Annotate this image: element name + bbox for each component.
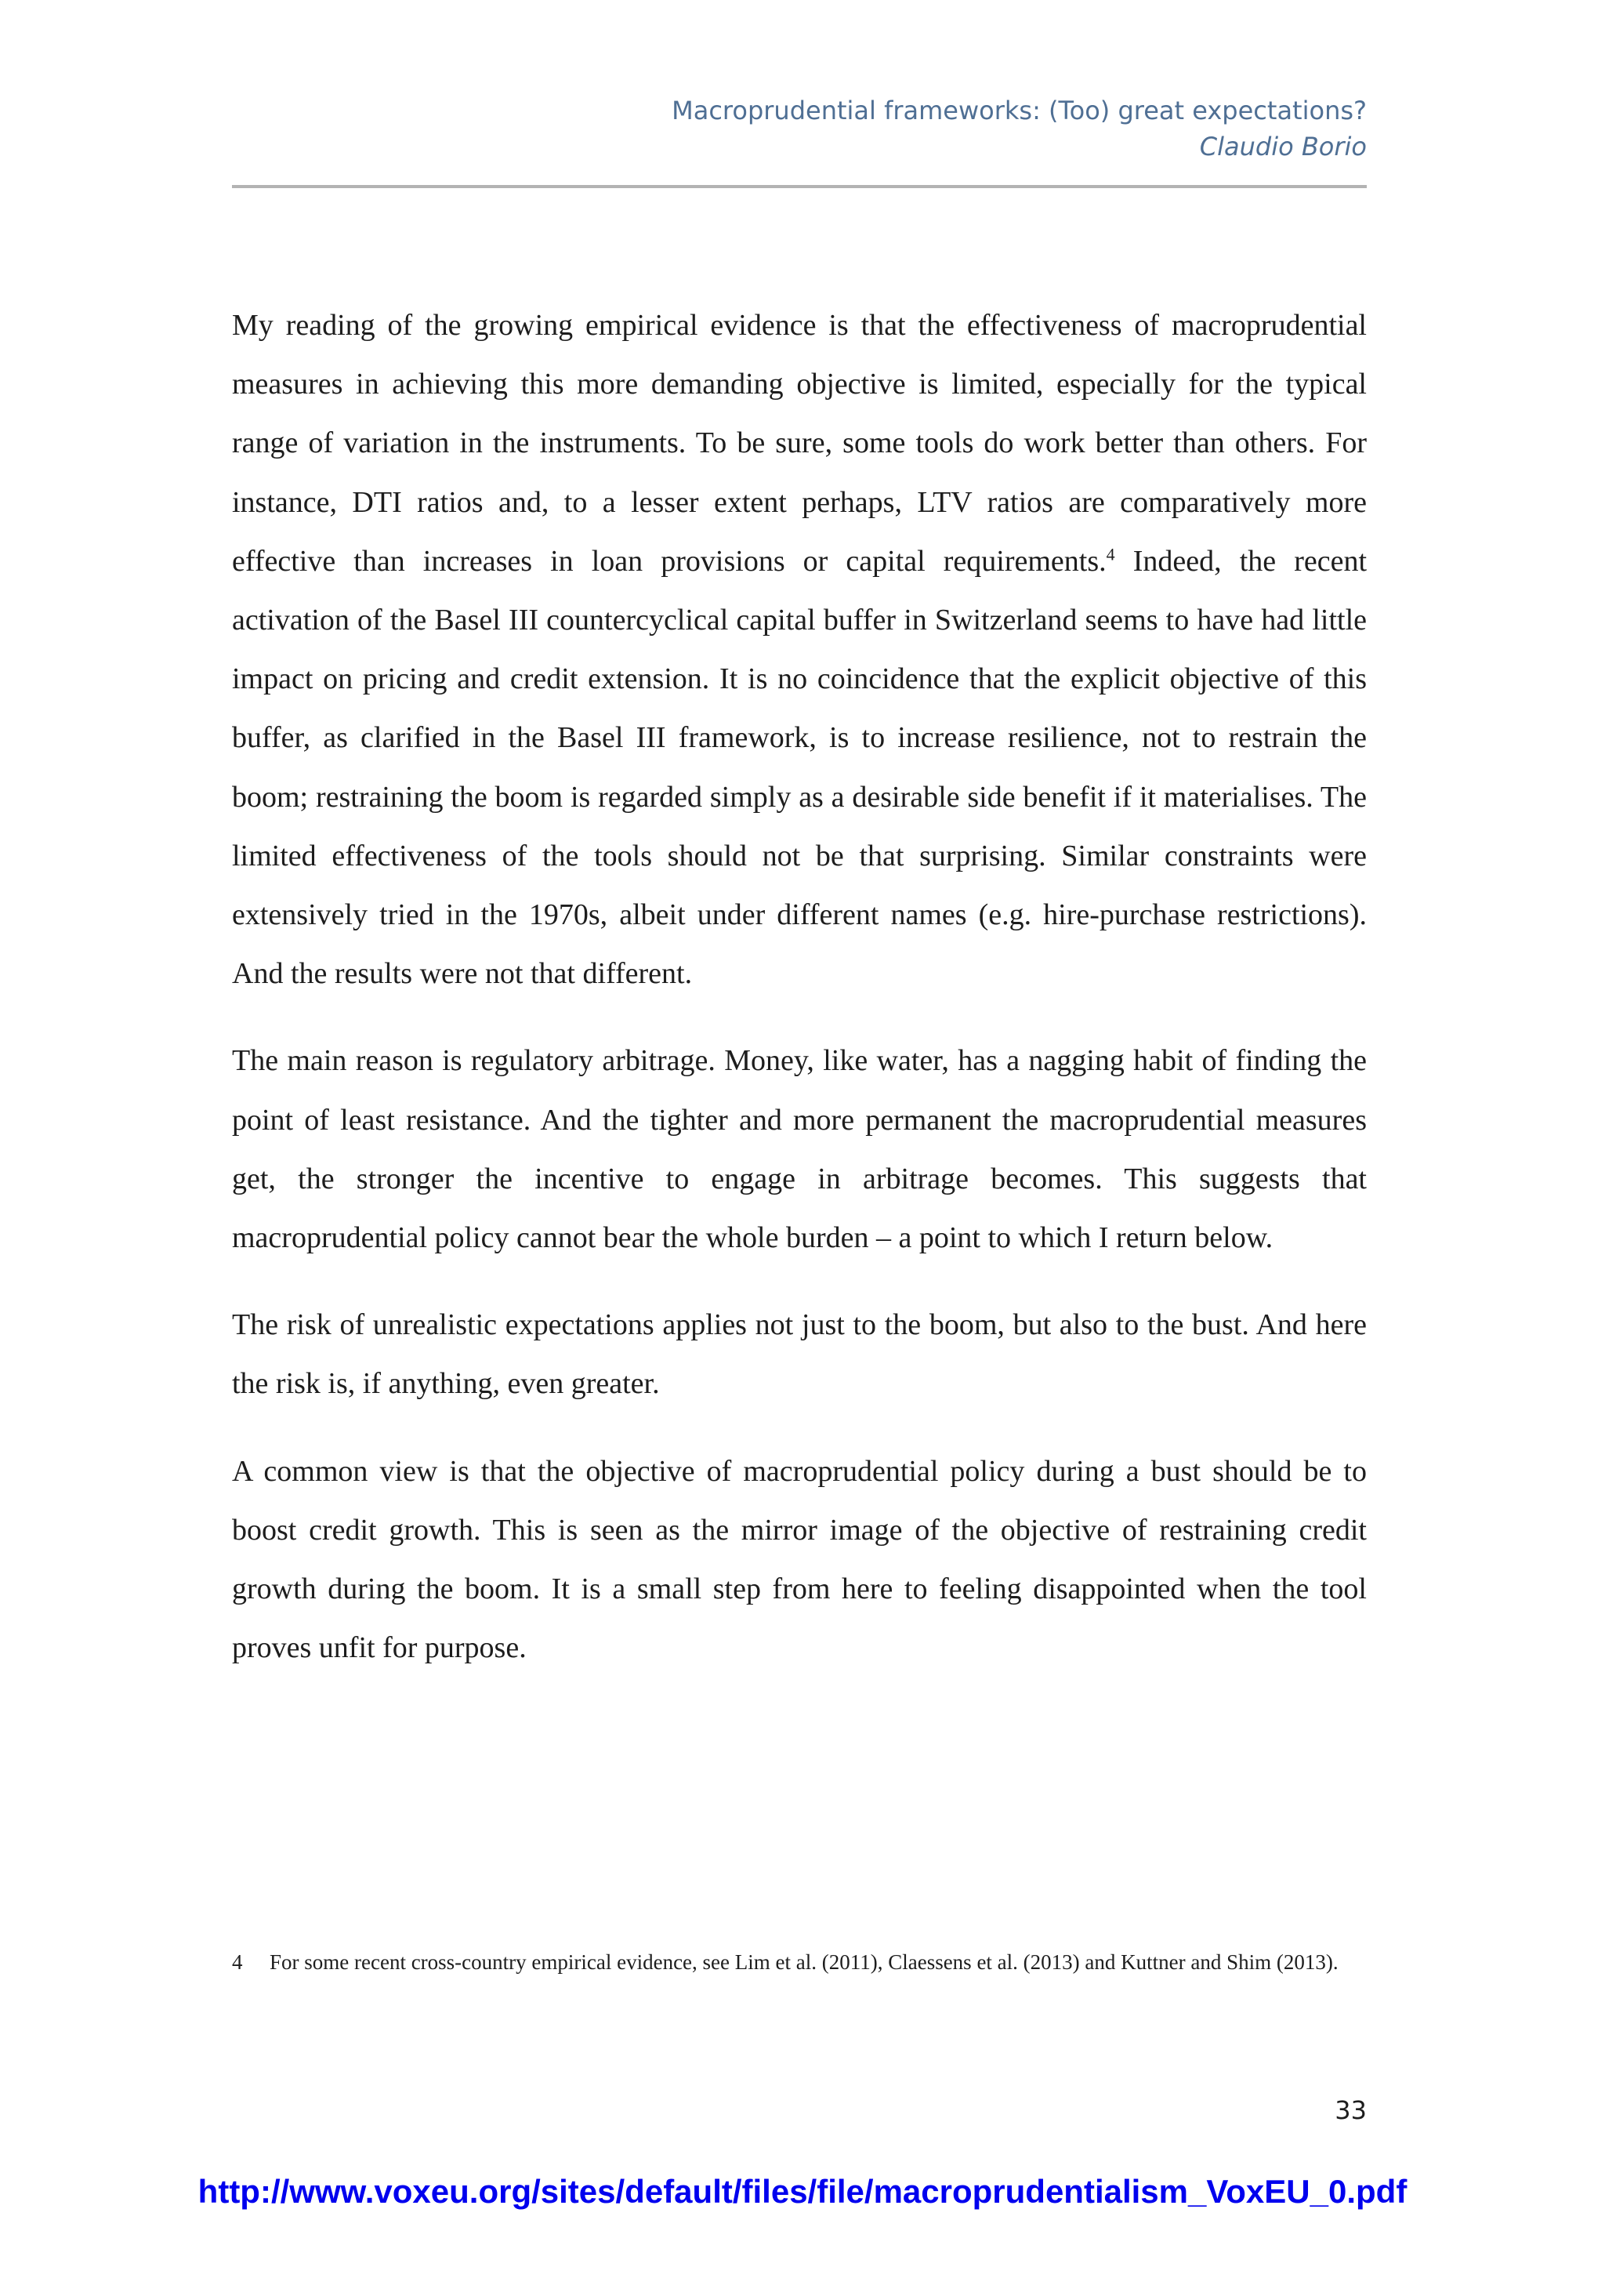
body-text [232, 296, 1367, 1706]
footnote-number: 4 [232, 1950, 243, 1974]
paragraph-1-part-1: My reading of the growing empirical evidence is that the effectiveness of macroprudential measures in achieving this more demanding objective is limited, especially for the typical range of variation in the instruments. To be sure, some tools do work better than others. For instance, DTI ratios and, to a lesser extent perhaps, LTV ratios are comparatively more effective than increases in loan provisions or capital requirements. [232, 309, 1367, 578]
paragraph-4: A common view is that the objective of macroprudential policy during a bust should be to boost credit growth. This is seen as the mirror image of the objective of restraining credit growth during the boom. It is a small step from here to feeling disappointed when the tool proves unfit for purpose. [232, 1454, 1367, 1665]
footnote-reference[interactable]: 4 [1106, 544, 1115, 564]
header-author: Claudio Borio [1199, 132, 1367, 161]
paragraph-2: The main reason is regulatory arbitrage. Money, like water, has a nagging habit of finding the point of least resistance. And the tighter and more permanent the macroprudential measures get, the stronger the incentive to engage in arbitrage becomes. This suggests that macroprudential policy cannot bear the whole burden – a point to which I return below. [232, 1044, 1367, 1255]
paragraph-1 [232, 296, 1367, 1003]
footnote-text: For some recent cross-country empirical evidence, see Lim et al. (2011), Claessens et al. (2013) and Kuttner and Shim (2013). [270, 1950, 1339, 1974]
header-title: Macroprudential frameworks: (Too) great expectations? [672, 96, 1367, 125]
footnote [232, 1942, 1367, 1982]
paragraph-3: The risk of unrealistic expectations applies not just to the boom, but also to the bust. And here the risk is, if anything, even greater. [232, 1308, 1367, 1401]
running-header [232, 92, 1367, 165]
paragraph-1-part-2: Indeed, the recent activation of the Basel III countercyclical capital buffer in Switzerland seems to have had little impact on pricing and credit extension. It is no coincidence that the explicit objective of this buffer, as clarified in the Basel III framework, is to increase resilience, not to restrain the boom; restraining the boom is regarded simply as a desirable side benefit if it materialises. The limited effectiveness of the tools should not be that surprising. Similar constraints were extensively tried in the 1970s, albeit under different names (e.g. hire-purchase restrictions). And the results were not that different. [232, 544, 1368, 991]
header-divider [232, 185, 1367, 188]
page-number: 33 [1335, 2095, 1367, 2125]
source-url-link[interactable]: http://www.voxeu.org/sites/default/files/file/macroprudentialism_VoxEU_0.pdf [197, 2173, 1408, 2210]
